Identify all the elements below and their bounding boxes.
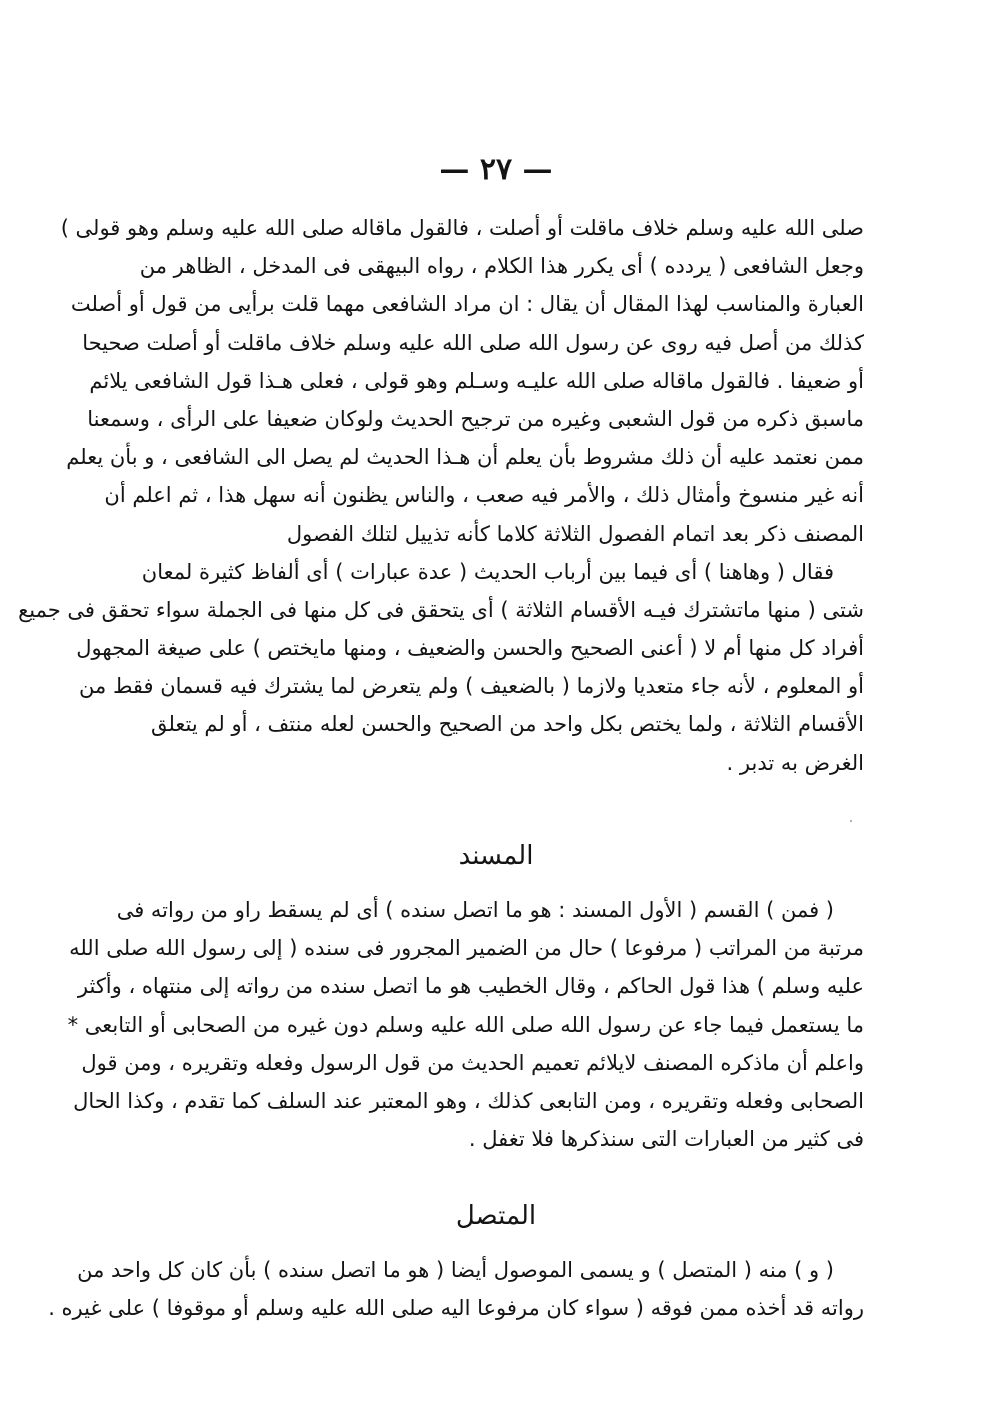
text-line: أو ضعيفا . فالقول ماقاله صلى الله عليـه وسـلم وهو قولى ، فعلى هـذا قول الشافعى يلائم xyxy=(89,368,864,393)
text-line: الغرض به تدبر . xyxy=(726,750,864,775)
print-speck xyxy=(850,820,852,822)
text-line: فقال ( وهاهنا ) أى فيما بين أرباب الحديث ( عدة عبارات ) أى ألفاظ كثيرة لمعان xyxy=(141,559,834,584)
paragraph-block-musnad xyxy=(67,891,864,1158)
text-line: ماسبق ذكره من قول الشعبى وغيره من ترجيح الحديث ولوكان ضعيفا على الرأى ، وسمعنا xyxy=(87,406,864,431)
text-line: ما يستعمل فيما جاء عن رسول الله صلى الله عليه وسلم دون غيره من الصحابى أو التابعى * xyxy=(67,1012,864,1037)
text-line: واعلم أن ماذكره المصنف لايلائم تعميم الحديث من قول الرسول وفعله وتقريره ، ومن قول xyxy=(81,1050,864,1075)
text-line: عليه وسلم ) هذا قول الحاكم ، وقال الخطيب هو ما اتصل سنده من رواته إلى منتهاه ، وأكثر xyxy=(77,974,864,999)
text-line: ( فمن ) القسم ( الأول المسند : هو ما اتصل سنده ) أى لم يسقط راو من رواته فى xyxy=(116,898,834,922)
text-line: المصنف ذكر بعد اتمام الفصول الثلاثة كلاما كأنه تذييل لتلك الفصول xyxy=(286,521,864,546)
text-line: أنه غير منسوخ وأمثال ذلك ، والأمر فيه صعب ، والناس يظنون أنه سهل هذا ، ثم اعلم أن xyxy=(104,483,864,508)
paragraph-block-commentary xyxy=(18,209,864,782)
paragraph-block-muttasil xyxy=(48,1251,864,1327)
text-line: صلى الله عليه وسلم خلاف ماقلت أو أصلت ، فالقول ماقاله صلى الله عليه وسلم وهو قولى ) xyxy=(60,216,864,240)
text-line: مرتبة من المراتب ( مرفوعا ) حال من الضمير المجرور فى سنده ( إلى رسول الله صلى الله xyxy=(69,936,864,961)
text-line: أو المعلوم ، لأنه جاء متعديا ولازما ( بالضعيف ) ولم يتعرض لما يشترك فيه قسمان فقط من xyxy=(79,674,864,699)
text-line: كذلك من أصل فيه روى عن رسول الله صلى الله عليه وسلم خلاف ماقلت أو أصلت صحيحا xyxy=(82,330,864,355)
text-line: الأقسام الثلاثة ، ولما يختص بكل واحد من الصحيح والحسن لعله منتف ، أو لم يتعلق xyxy=(150,712,864,737)
text-line: وجعل الشافعى ( يردده ) أى يكرر هذا الكلام ، رواه البيهقى فى المدخل ، الظاهر من xyxy=(139,254,864,279)
text-line: الصحابى وفعله وتقريره ، ومن التابعى كذلك ، وهو المعتبر عند السلف كما تقدم ، وكذا الحال xyxy=(73,1088,864,1113)
text-line: رواته قد أخذه ممن فوقه ( سواء كان مرفوعا اليه صلى الله عليه وسلم أو موقوفا ) على غيره . xyxy=(48,1296,864,1321)
text-line: العبارة والمناسب لهذا المقال أن يقال : ان مراد الشافعى مهما قلت برأيى من قول أو أصلت xyxy=(70,292,864,317)
text-line: فى كثير من العبارات التى سنذكرها فلا تغفل . xyxy=(468,1127,864,1152)
text-line: ( و ) منه ( المتصل ) و يسمى الموصول أيضا ( هو ما اتصل سنده ) بأن كان كل واحد من xyxy=(77,1258,834,1282)
section-heading-musnad: المسند xyxy=(458,841,534,871)
text-line: شتى ( منها ماتشترك فيـه الأقسام الثلاثة ) أى يتحقق فى كل منها فى الجملة سواء تحقق فى جميع xyxy=(18,597,864,622)
text-line: ممن نعتمد عليه أن ذلك مشروط بأن يعلم أن هـذا الحديث لم يصل الى الشافعى ، و بأن يعلم xyxy=(66,445,864,470)
section-heading-muttasil: المتصل xyxy=(455,1201,537,1231)
page-number: — ٢٧ — xyxy=(439,152,553,187)
text-line: أفراد كل منها أم لا ( أعنى الصحيح والحسن والضعيف ، ومنها مايختص ) على صيغة المجهول xyxy=(76,636,864,661)
